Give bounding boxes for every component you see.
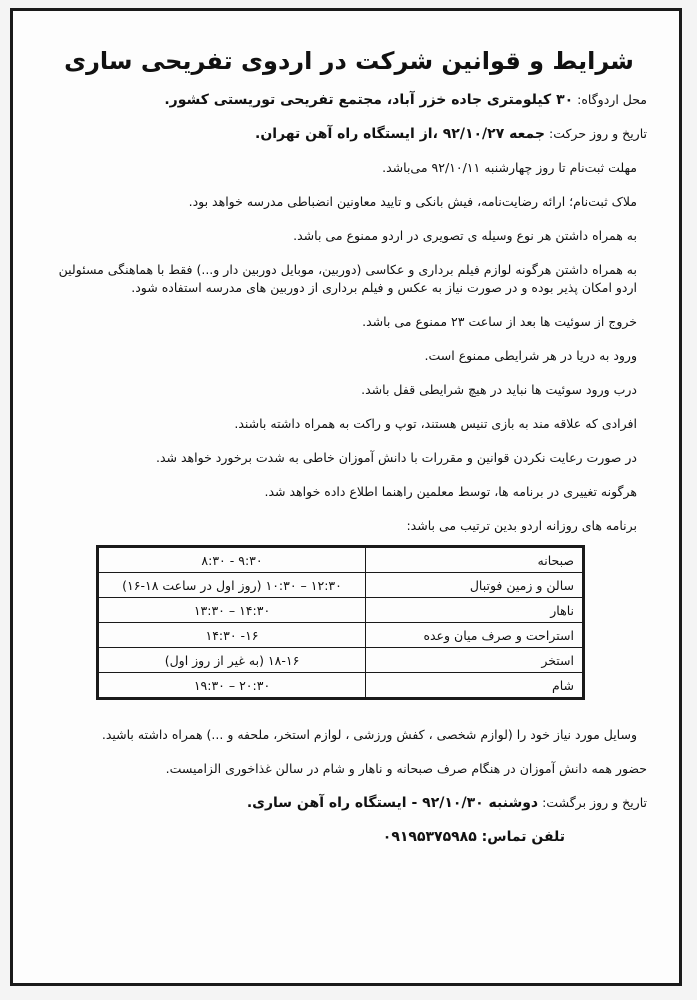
contact-phone: ۰۹۱۹۵۳۷۵۹۸۵ [382, 829, 477, 845]
schedule-activity: شام [366, 673, 584, 699]
document-body [43, 47, 655, 862]
location-label: محل اردوگاه: [577, 92, 647, 107]
schedule-time: ۱۸-۱۶ (به غیر از روز اول) [98, 648, 366, 673]
rule-video-devices: به همراه داشتن هر نوع وسیله ی تصویری در اردو ممنوع می باشد. [293, 228, 637, 243]
page-border [10, 8, 682, 986]
document-title: شرایط و قوانین شرکت در اردوی تفریحی ساری [64, 47, 634, 75]
table-row [98, 573, 584, 598]
rule-curfew: خروج از سوئیت ها بعد از ساعت ۲۳ ممنوع می باشد. [362, 314, 637, 329]
schedule-intro: برنامه های روزانه اردو بدین ترتیب می باشد: [406, 518, 637, 533]
return-value: دوشنبه ۹۲/۱۰/۳۰ - ایستگاه راه آهن ساری. [246, 795, 539, 811]
rule-cameras: به همراه داشتن هرگونه لوازم فیلم برداری و عکاسی (دوربین، موبایل دوربین دار و...) فقط با هماهنگی مسئولین اردو امکان پذیر بوده و در صورت نیاز به عکس و فیلم برداری از دوربین های مدرسه استفاده شود. [58, 262, 637, 295]
table-row [98, 547, 584, 573]
return-line [43, 794, 655, 812]
rule-registration: ملاک ثبت‌نام؛ ارائه رضایت‌نامه، فیش بانکی و تایید معاونین انضباطی مدرسه خواهد بود. [188, 194, 637, 209]
items-note: وسایل مورد نیاز خود را (لوازم شخصی ، کفش ورزشی ، لوازم استخر، ملحفه و ...) همراه داشته باشید. [101, 727, 637, 742]
rule-changes: هرگونه تغییری در برنامه ها، توسط معلمین راهنما اطلاع داده خواهد شد. [264, 484, 637, 499]
return-label: تاریخ و روز برگشت: [542, 795, 647, 810]
table-row [98, 673, 584, 699]
departure-value: جمعه ۹۲/۱۰/۲۷ ،از ایستگاه راه آهن تهران. [255, 126, 546, 142]
schedule-time: ۹:۳۰ - ۸:۳۰ [98, 547, 366, 573]
schedule-time: ۱۴:۳۰ – ۱۳:۳۰ [98, 598, 366, 623]
rule-sea: ورود به دریا در هر شرایطی ممنوع است. [424, 348, 637, 363]
schedule-time: ۲۰:۳۰ – ۱۹:۳۰ [98, 673, 366, 699]
contact-line [43, 828, 655, 846]
schedule-time: ۱۲:۳۰ – ۱۰:۳۰ (روز اول در ساعت ۱۸-۱۶) [98, 573, 366, 598]
table-row [98, 623, 584, 648]
departure-line [43, 125, 655, 143]
rule-doors: درب ورود سوئیت ها نباید در هیچ شرایطی قفل باشد. [361, 382, 637, 397]
table-row [98, 648, 584, 673]
schedule-time: ۱۶- ۱۴:۳۰ [98, 623, 366, 648]
schedule-activity: استراحت و صرف میان وعده [366, 623, 584, 648]
contact-label: تلفن تماس: [481, 829, 565, 845]
schedule-activity: ناهار [366, 598, 584, 623]
schedule-activity: استخر [366, 648, 584, 673]
schedule-activity: صبحانه [366, 547, 584, 573]
rule-tennis: افرادی که علاقه مند به بازی تنیس هستند، توپ و راکت به همراه داشته باشند. [234, 416, 637, 431]
departure-label: تاریخ و روز حرکت: [549, 126, 647, 141]
schedule-table [96, 545, 585, 700]
rule-deadline: مهلت ثبت‌نام تا روز چهارشنبه ۹۲/۱۰/۱۱ می‌باشد. [382, 160, 637, 175]
location-line [43, 91, 655, 109]
schedule-activity: سالن و زمین فوتبال [366, 573, 584, 598]
attendance-note: حضور همه دانش آموزان در هنگام صرف صبحانه و ناهار و شام در سالن غذاخوری الزامیست. [165, 761, 647, 776]
rule-discipline: در صورت رعایت نکردن قوانین و مقررات با دانش آموزان خاطی به شدت برخورد خواهد شد. [156, 450, 637, 465]
table-row [98, 598, 584, 623]
location-value: ۳۰ کیلومتری جاده خزر آباد، مجتمع تفریحی توریستی کشور. [164, 92, 574, 108]
